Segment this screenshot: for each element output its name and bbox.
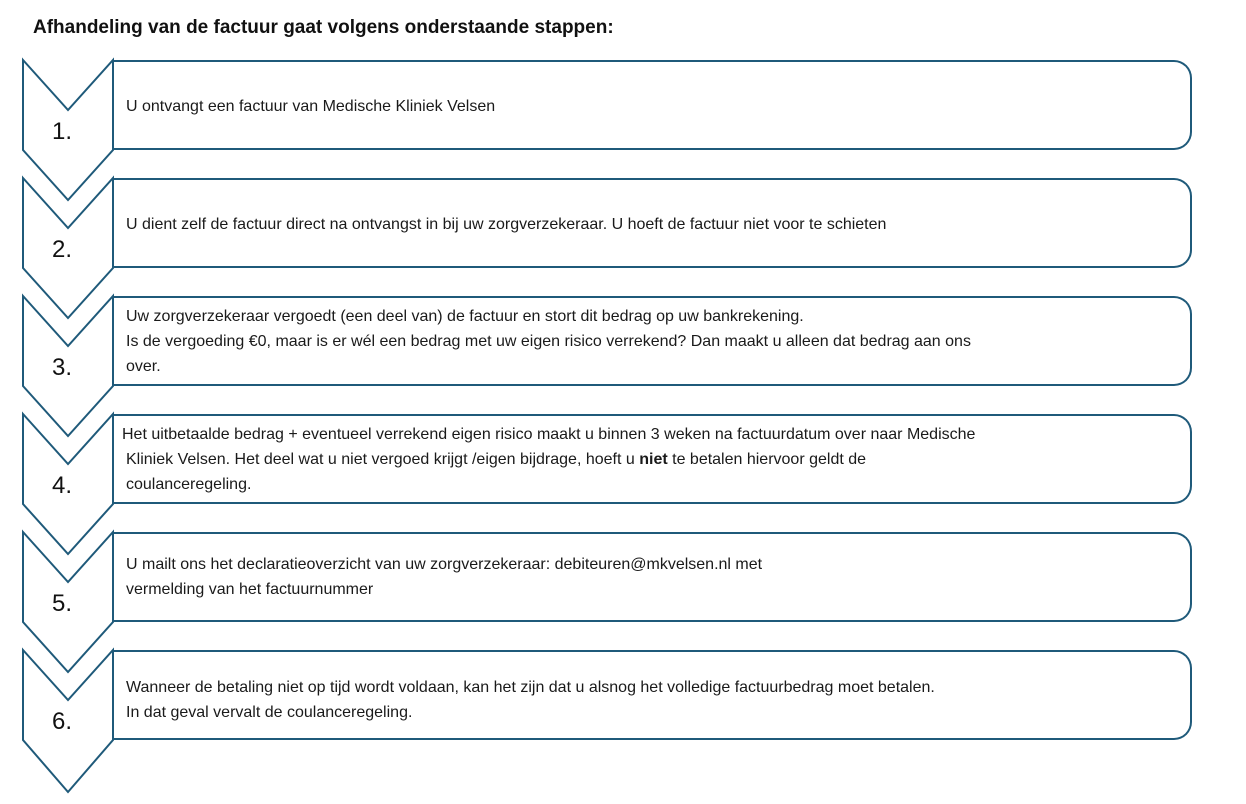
step-3-line-3: over.	[126, 358, 161, 375]
step-1-line-1: U ontvangt een factuur van Medische Kliniek Velsen	[126, 98, 496, 115]
step-4-line-2-start: Kliniek Velsen. Het deel wat u niet vergoed krijgt /eigen bijdrage, hoeft u	[126, 451, 635, 468]
step-number-1: 1.	[52, 118, 73, 145]
step-5-line-2: vermelding van het factuurnummer	[126, 581, 374, 598]
step-text-5	[126, 552, 1176, 602]
step-text-4	[122, 422, 1176, 497]
step-3-line-1: Uw zorgverzekeraar vergoedt (een deel van) de factuur en stort dit bedrag op uw bankrekening.	[126, 308, 804, 325]
step-box-6	[114, 650, 1192, 740]
step-box-4	[114, 414, 1192, 504]
step-text-6	[126, 675, 1176, 725]
step-number-6: 6.	[52, 708, 73, 735]
step-4-emphasis: niet	[639, 451, 668, 468]
step-2-line-1: U dient zelf de factuur direct na ontvangst in bij uw zorgverzekeraar. U hoeft de factuur niet voor te schieten	[126, 216, 887, 233]
step-number-2: 2.	[52, 236, 73, 263]
step-4-line-2-end: te betalen hiervoor geldt de	[672, 451, 867, 468]
step-4-line-1: Het uitbetaalde bedrag + eventueel verrekend eigen risico maakt u binnen 3 weken na factuurdatum over naar Medische	[122, 426, 976, 443]
step-number-4: 4.	[52, 472, 73, 499]
step-text-3	[126, 304, 1176, 379]
step-6-line-1: Wanneer de betaling niet op tijd wordt voldaan, kan het zijn dat u alsnog het volledige factuurbedrag moet betalen.	[126, 679, 935, 696]
step-3-line-2: Is de vergoeding €0, maar is er wél een bedrag met uw eigen risico verrekend? Dan maakt u alleen dat bedrag aan ons	[126, 333, 971, 350]
step-4-line-2	[122, 447, 1176, 472]
step-box-3	[114, 296, 1192, 386]
step-box-1	[114, 60, 1192, 150]
step-box-5	[114, 532, 1192, 622]
step-6-line-2: In dat geval vervalt de coulanceregeling.	[126, 704, 413, 721]
step-5-line-1: U mailt ons het declaratieoverzicht van uw zorgverzekeraar: debiteuren@mkvelsen.nl met	[126, 556, 763, 573]
step-number-5: 5.	[52, 590, 73, 617]
step-text-2	[126, 212, 1176, 237]
step-text-1	[126, 94, 1176, 119]
step-4-line-3: coulanceregeling.	[126, 476, 252, 493]
page-title: Afhandeling van de factuur gaat volgens onderstaande stappen:	[33, 17, 614, 38]
step-number-3: 3.	[52, 354, 73, 381]
step-box-2	[114, 178, 1192, 268]
